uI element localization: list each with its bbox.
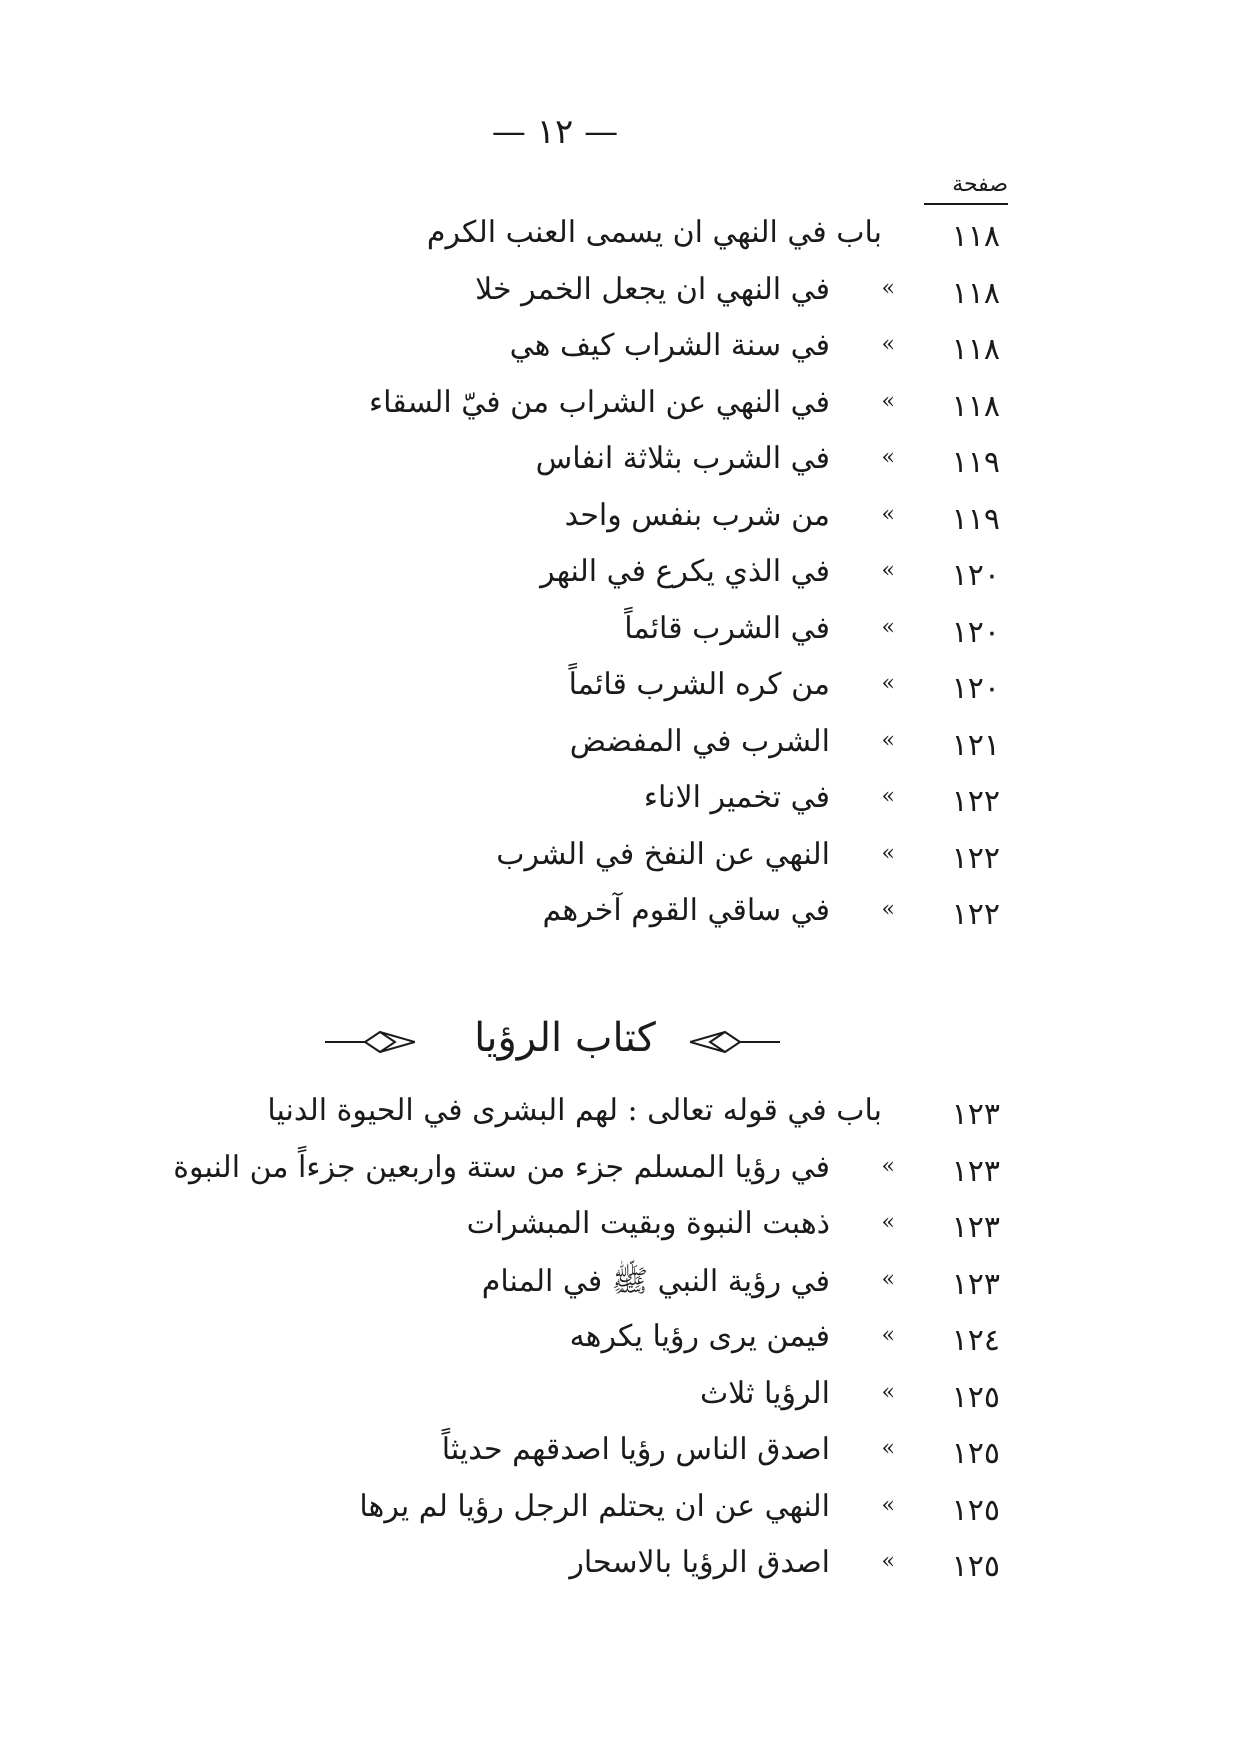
- entry-title: من شرب بنفس واحد: [564, 497, 830, 533]
- entry-title: في النهي ان يجعل الخمر خلا: [475, 271, 830, 307]
- entry-page-number: ١١٩: [951, 501, 1000, 537]
- column-head-page: صفحة: [924, 172, 1008, 205]
- entry-title: في سنة الشراب كيف هي: [509, 328, 830, 363]
- index-entry: [0, 724, 1240, 780]
- ditto-mark: »: [881, 671, 895, 696]
- index-entry: [0, 1489, 1240, 1545]
- entry-page-number: ١٢٤: [951, 1323, 1000, 1358]
- entry-page-number: ١١٨: [951, 275, 1000, 311]
- entry-title: في الشرب قائماً: [624, 610, 830, 646]
- entry-page-number: ١٢٠: [951, 671, 1000, 706]
- ditto-mark: »: [881, 1492, 895, 1518]
- entry-page-number: ١١٨: [951, 332, 1000, 367]
- entry-title: من كره الشرب قائماً: [568, 667, 830, 702]
- entry-page-number: ١٢٣: [951, 1266, 1000, 1302]
- index-entry: [0, 1150, 1240, 1206]
- index-entry: [0, 215, 1240, 271]
- index-entry: [0, 441, 1240, 497]
- index-entry: [0, 554, 1240, 610]
- ditto-mark: »: [881, 614, 895, 640]
- index-entry: [0, 611, 1240, 667]
- ditto-mark: »: [881, 445, 895, 470]
- ditto-mark: »: [881, 1210, 895, 1235]
- index-entry: [0, 837, 1240, 893]
- entry-title: في تخمير الاناء: [643, 780, 830, 815]
- ditto-mark: »: [881, 558, 895, 583]
- index-entry: [0, 272, 1240, 328]
- ditto-mark: »: [881, 897, 895, 922]
- ditto-mark: »: [881, 332, 895, 357]
- entry-page-number: ١٢٣: [951, 1097, 1000, 1132]
- ornament-right-icon: [690, 1030, 780, 1054]
- entry-page-number: ١٢٠: [951, 558, 1000, 593]
- section-title: كتاب الرؤيا: [474, 1015, 656, 1061]
- entry-page-number: ١٢٢: [951, 897, 1000, 932]
- entry-page-number: ١٢٢: [951, 784, 1000, 819]
- index-entry: [0, 328, 1240, 384]
- entry-page-number: ١١٨: [951, 388, 1000, 424]
- entry-page-number: ١٢٢: [951, 840, 1000, 876]
- entry-title: اصدق الرؤيا بالاسحار: [569, 1545, 830, 1580]
- ditto-mark: »: [881, 1436, 895, 1461]
- index-entry: [0, 667, 1240, 723]
- entry-page-number: ١٢٥: [951, 1436, 1000, 1471]
- index-entry: [0, 1093, 1240, 1149]
- entry-title: الشرب في المفضض: [569, 723, 830, 759]
- entry-title: النهي عن ان يحتلم الرجل رؤيا لم يرها: [359, 1488, 830, 1524]
- index-entry: [0, 1206, 1240, 1262]
- entry-title: اصدق الناس رؤيا اصدقهم حديثاً: [441, 1432, 830, 1467]
- entry-page-number: ١٢٣: [951, 1210, 1000, 1245]
- entry-title: في النهي عن الشراب من فيّ السقاء: [369, 384, 830, 420]
- entry-title: ذهبت النبوة وبقيت المبشرات: [466, 1206, 830, 1241]
- index-entry: [0, 1263, 1240, 1319]
- ditto-mark: »: [881, 501, 895, 527]
- entry-page-number: ١٢٥: [951, 1379, 1000, 1415]
- page-number: — ١٢ —: [491, 112, 619, 152]
- index-entry: [0, 893, 1240, 949]
- entry-page-number: ١٢١: [951, 727, 1000, 763]
- ditto-mark: »: [881, 727, 895, 753]
- entry-title: في الذي يكرع في النهر: [540, 554, 830, 589]
- ditto-mark: »: [881, 1153, 895, 1179]
- ditto-mark: »: [881, 1323, 895, 1348]
- index-entry: [0, 1545, 1240, 1601]
- entry-title: الرؤيا ثلاث: [699, 1375, 830, 1411]
- index-entry: [0, 1319, 1240, 1375]
- entry-title: فيمن يرى رؤيا يكرهه: [569, 1319, 830, 1354]
- index-entry: [0, 1432, 1240, 1488]
- entry-page-number: ١١٨: [951, 219, 1000, 254]
- entry-title: النهي عن النفخ في الشرب: [496, 836, 830, 872]
- ditto-mark: »: [881, 1379, 895, 1405]
- index-entry: [0, 498, 1240, 554]
- entry-page-number: ١٢٣: [951, 1153, 1000, 1189]
- ditto-mark: »: [881, 275, 895, 301]
- ditto-mark: »: [881, 1549, 895, 1574]
- ditto-mark: »: [881, 840, 895, 866]
- entry-page-number: ١١٩: [951, 445, 1000, 480]
- entry-title: في الشرب بثلاثة انفاس: [535, 441, 830, 476]
- entry-page-number: ١٢٥: [951, 1549, 1000, 1584]
- entry-title: باب في النهي ان يسمى العنب الكرم: [426, 215, 882, 250]
- entry-title: باب في قوله تعالى : لهم البشرى في الحيوة الدنيا: [267, 1093, 882, 1128]
- entry-title: في ساقي القوم آخرهم: [542, 893, 830, 928]
- entry-title: في رؤيا المسلم جزء من ستة واربعين جزءاً من النبوة: [173, 1149, 830, 1185]
- ditto-mark: »: [881, 388, 895, 414]
- ditto-mark: »: [881, 1266, 895, 1292]
- page-number-header: [0, 112, 1240, 152]
- entry-title: في رؤية النبي ﷺ في المنام: [481, 1263, 830, 1299]
- entry-page-number: ١٢٠: [951, 614, 1000, 650]
- entry-page-number: ١٢٥: [951, 1492, 1000, 1528]
- index-entry: [0, 385, 1240, 441]
- index-entry: [0, 780, 1240, 836]
- index-entry: [0, 1376, 1240, 1432]
- ditto-mark: »: [881, 784, 895, 809]
